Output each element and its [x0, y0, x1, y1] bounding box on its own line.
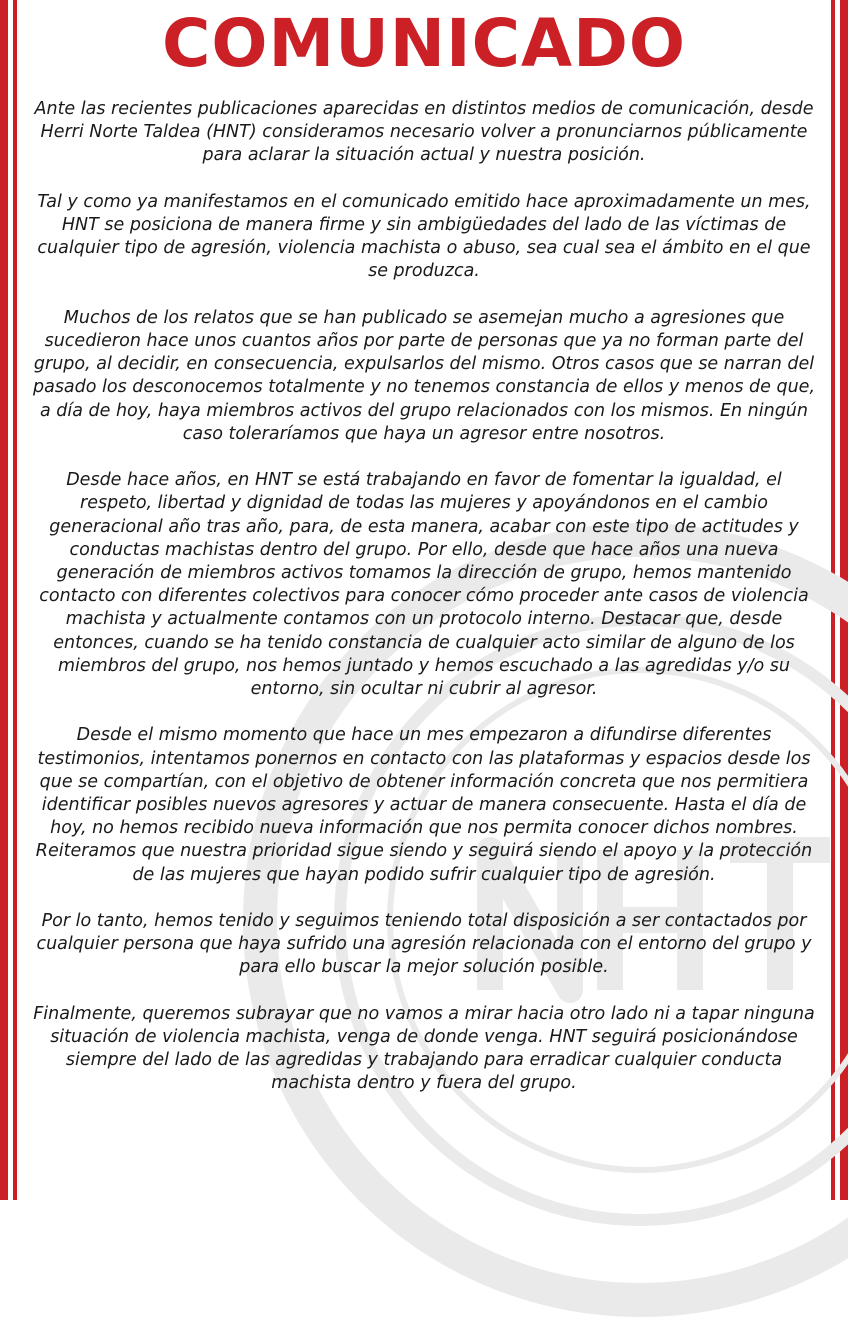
paragraph-7: Finalmente, queremos subrayar que no vamos a mirar hacia otro lado ni a tapar ninguna situación de violencia machista, venga de donde venga. HNT seguirá posicionándose siempre del lado de las agredidas y trabajando para erradicar cualquier conducta machista dentro y fuera del grupo.	[33, 1003, 815, 1094]
statement-body	[30, 98, 818, 1119]
paragraph-4: Desde hace años, en HNT se está trabajando en favor de fomentar la igualdad, el respeto, libertad y dignidad de todas las mujeres y apoyándonos en el cambio generacional año tras año, para, de esta manera, acabar con este tipo de actitudes y conductas machistas dentro del grupo. Por ello, desde que hace años una nueva generación de miembros activos tomamos la dirección de grupo, hemos mantenido contacto con diferentes colectivos para conocer cómo proceder ante casos de violencia machista y actualmente contamos con un protocolo interno. Destacar que, desde entonces, cuando se ha tenido constancia de cualquier acto similar de alguno de los miembros del grupo, nos hemos juntado y hemos escuchado a las agredidas y/o su entorno, sin ocultar ni cubrir al agresor.	[39, 470, 809, 700]
paragraph-6: Por lo tanto, hemos tenido y seguimos teniendo total disposición a ser contactados por cualquier persona que haya sufrido una agresión relacionada con el entorno del grupo y para ello buscar la mejor solución posible.	[36, 911, 812, 978]
page-title: COMUNICADO	[161, 5, 686, 82]
left-inner-stripe	[13, 0, 17, 1200]
left-outer-stripe	[0, 0, 8, 1200]
paragraph-5: Desde el mismo momento que hace un mes empezaron a difundirse diferentes testimonios, intentamos ponernos en contacto con las plataformas y espacios desde los que se compartían, con el objetivo de obtener información concreta que nos permitiera identificar posibles nuevos agresores y actuar de manera consecuente. Hasta el día de hoy, no hemos recibido nueva información que nos permita conocer dichos nombres. Reiteramos que nuestra prioridad sigue siendo y seguirá siendo el apoyo y la protección de las mujeres que hayan podido sufrir cualquier tipo de agresión.	[35, 725, 813, 885]
paragraph-3: Muchos de los relatos que se han publicado se asemejan mucho a agresiones que sucedieron hace unos cuantos años por parte de personas que ya no forman parte del grupo, al decidir, en consecuencia, expulsarlos del mismo. Otros casos que se narran del pasado los desconocemos totalmente y no tenemos constancia de ellos y menos de que, a día de hoy, haya miembros activos del grupo relacionados con los mismos. En ningún caso toleraríamos que haya un agresor entre nosotros.	[32, 307, 816, 444]
paragraph-2: Tal y como ya manifestamos en el comunicado emitido hace aproximadamente un mes, HNT se posiciona de manera firme y sin ambigüedades del lado de las víctimas de cualquier tipo de agresión, violencia machista o abuso, sea cual sea el ámbito en el que se produzca.	[37, 191, 811, 282]
paragraph-1: Ante las recientes publicaciones aparecidas en distintos medios de comunicación, desde Herri Norte Taldea (HNT) consideramos necesario volver a pronunciarnos públicamente para aclarar la situación actual y nuestra posición.	[34, 99, 814, 166]
